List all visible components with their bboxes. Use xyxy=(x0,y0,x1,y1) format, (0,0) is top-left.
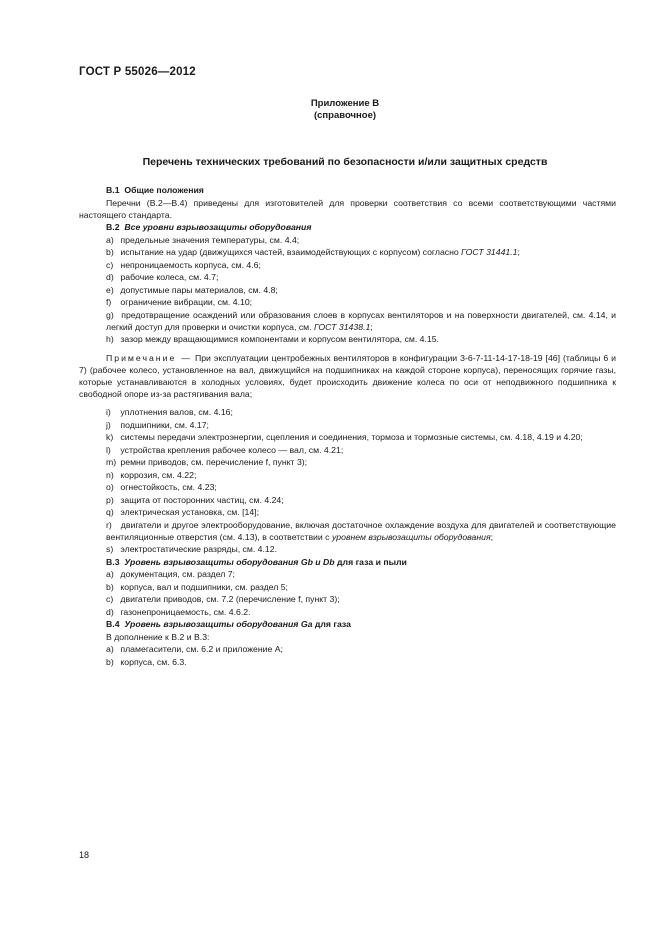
list-item-text: непроницаемость корпуса, см. 4.6; xyxy=(118,259,261,270)
annex-type: (справочное) xyxy=(313,110,377,121)
list-item-text: документация, см. раздел 7; xyxy=(118,569,235,579)
list-item xyxy=(79,656,616,668)
list-item-text: устройства крепления рабочее колесо — вал, см. 4.21; xyxy=(118,444,344,455)
list-item xyxy=(79,406,616,418)
list-item-text: ремни приводов, см. перечисление f, пункт 3); xyxy=(118,457,308,467)
list-marker: e) xyxy=(106,284,114,295)
list-item xyxy=(79,309,616,333)
section-heading-b4 xyxy=(79,618,616,630)
requirements-list-continued xyxy=(79,406,616,555)
list-item-text: газонепроницаемость, см. 4.6.2. xyxy=(118,606,251,617)
list-item xyxy=(79,469,616,481)
list-item-text: допустимые пары материалов, см. 4.8; xyxy=(118,284,278,295)
list-item-text: коррозия, см. 4.22; xyxy=(118,469,197,480)
list-marker: a) xyxy=(106,569,114,579)
list-marker: b) xyxy=(106,581,114,592)
list-item-text: огнестойкость, см. 4.23; xyxy=(118,482,217,492)
list-marker: s) xyxy=(106,544,114,554)
page-number: 18 xyxy=(79,850,90,860)
reference: ГОСТ 31438.1 xyxy=(313,321,371,332)
list-item-text: электрическая установка, см. [14]; xyxy=(118,507,260,517)
list-marker: l) xyxy=(106,444,111,455)
annex-label: Приложение В xyxy=(310,98,380,109)
list-marker: g) xyxy=(106,309,114,320)
requirements-list xyxy=(79,234,616,346)
list-item-text: корпуса, см. 6.3. xyxy=(118,656,187,667)
annex-body xyxy=(79,184,616,668)
note-paragraph xyxy=(79,352,616,400)
list-item xyxy=(79,481,616,493)
list-marker: j) xyxy=(106,419,111,430)
list-marker: a) xyxy=(106,234,114,245)
list-marker: k) xyxy=(106,432,114,442)
list-item-text: предельные значения температуры, см. 4.4; xyxy=(118,234,300,245)
list-item xyxy=(79,419,616,431)
list-item xyxy=(79,643,616,655)
list-marker: r) xyxy=(106,519,112,530)
reference: ГОСТ 31441.1 xyxy=(461,247,518,257)
list-marker: f) xyxy=(106,297,112,307)
list-marker: b) xyxy=(106,247,114,257)
list-item-text: системы передачи электроэнергии, сцепления и соединения, тормоза и тормозные системы, см. 4.18, 4.19 и 4.20; xyxy=(118,432,583,442)
list-item xyxy=(79,568,616,580)
list-item-text: подшипники, см. 4.17; xyxy=(118,419,209,430)
list-item xyxy=(79,284,616,296)
list-item xyxy=(79,494,616,506)
list-item-text: рабочие колеса, см. 4.7; xyxy=(118,272,219,282)
reference: уровнем взрывозащиты оборудования xyxy=(331,531,491,542)
list-item-text: корпуса, вал и подшипники, см. раздел 5; xyxy=(118,581,288,592)
section-title-italic: Уровень взрывозащиты оборудования Gb и Db xyxy=(124,556,335,567)
list-item xyxy=(79,593,616,605)
list-item-text: предотвращение осаждений или образования слоев в корпусах вентиляторов и на поверхности двигателей, см. 4.14, и легкий доступ для проверки и очистки корпуса, см. xyxy=(106,309,616,332)
section-title-italic: Уровень взрывозащиты оборудования Ga xyxy=(124,619,313,629)
list-item-text: зазор между вращающимися компонентами и корпусом вентилятора, см. 4.15. xyxy=(118,334,439,344)
list-item-text: испытание на удар (движущихся частей, взаимодействующих с корпусом) согласно xyxy=(118,247,462,257)
list-item xyxy=(79,581,616,593)
section-intro: В дополнение к В.2 и В.3: xyxy=(106,631,210,642)
section-number: В.4 xyxy=(106,619,120,629)
list-marker: c) xyxy=(106,594,114,604)
list-item xyxy=(79,246,616,258)
list-item xyxy=(79,296,616,308)
list-item-text: электростатические разряды, см. 4.12. xyxy=(118,544,277,554)
list-item xyxy=(79,333,616,345)
section-title-plain: для газа xyxy=(314,619,351,629)
section-number: В.1 xyxy=(106,185,120,195)
list-marker: b) xyxy=(106,656,114,667)
section-title: Все уровни взрывозащиты оборудования xyxy=(124,222,312,232)
requirements-list-b3 xyxy=(79,568,616,618)
list-item xyxy=(79,519,616,543)
list-marker: n) xyxy=(106,469,114,480)
list-marker: c) xyxy=(106,259,114,270)
list-item-text: уплотнения валов, см. 4.16; xyxy=(118,407,233,417)
list-item xyxy=(79,543,616,555)
section-title-plain: для газа и пыли xyxy=(337,556,407,567)
list-item xyxy=(79,259,616,271)
section-title: Общие положения xyxy=(124,185,204,195)
list-item xyxy=(79,431,616,443)
list-item-text: защита от посторонних частиц, см. 4.24; xyxy=(118,494,284,505)
list-marker: i) xyxy=(106,407,111,417)
list-marker: p) xyxy=(106,494,114,505)
section-paragraph: Перечни (В.2—В.4) приведены для изготовителей для проверки соответствия со всеми соответствующими частями настоящего стандарта. xyxy=(79,197,616,220)
list-item-text: пламегасители, см. 6.2 и приложение А; xyxy=(118,644,283,654)
list-marker: q) xyxy=(106,507,114,517)
list-marker: d) xyxy=(106,606,114,617)
list-marker: h) xyxy=(106,334,114,344)
list-marker: a) xyxy=(106,644,114,654)
section-number: В.3 xyxy=(106,556,120,567)
standard-number: ГОСТ Р 55026—2012 xyxy=(79,66,196,78)
list-marker: o) xyxy=(106,482,114,492)
list-item xyxy=(79,456,616,468)
list-item xyxy=(79,444,616,456)
list-item-text: двигатели приводов, см. 7.2 (перечисление f, пункт 3); xyxy=(118,594,340,604)
list-item xyxy=(79,506,616,518)
list-item-text: ограничение вибрации, см. 4.10; xyxy=(118,297,253,307)
annex-title: Перечень технических требований по безопасности и/или защитных средств xyxy=(142,156,548,168)
list-item-text: двигатели и другое электрооборудование, включая достаточное охлаждение воздуха для двигателей и соответствующие вентиляционные отверстия (см. 4.13), в соответствии с xyxy=(106,519,616,542)
list-item-end: ; xyxy=(490,531,494,542)
note-label: Примечание — xyxy=(106,352,192,363)
list-item xyxy=(79,271,616,283)
section-heading-b2 xyxy=(79,221,616,233)
list-item xyxy=(79,606,616,618)
list-item-end: ; xyxy=(370,321,373,332)
requirements-list-b4 xyxy=(79,643,616,668)
list-marker: d) xyxy=(106,272,114,282)
note-text: При эксплуатации центробежных вентиляторов в конфигурации 3-6-7-11-14-17-18-19 [46] (таблицы 6 и 7) (рабочее колесо, установленное на вал, движущийся на подшипниках на каждой стороне корпуса), переносящих горячие газы, которые устанавливаются в холодных условиях, будет происходить движение колеса по оси от неподвижного подшипника к свободной опоре из-за растягивания вала; xyxy=(79,352,617,399)
list-item-end: ; xyxy=(517,247,520,257)
section-heading-b3 xyxy=(79,556,616,568)
list-marker: m) xyxy=(106,457,117,467)
section-heading-b1 xyxy=(79,184,616,196)
list-item xyxy=(79,234,616,246)
section-number: В.2 xyxy=(106,222,120,232)
